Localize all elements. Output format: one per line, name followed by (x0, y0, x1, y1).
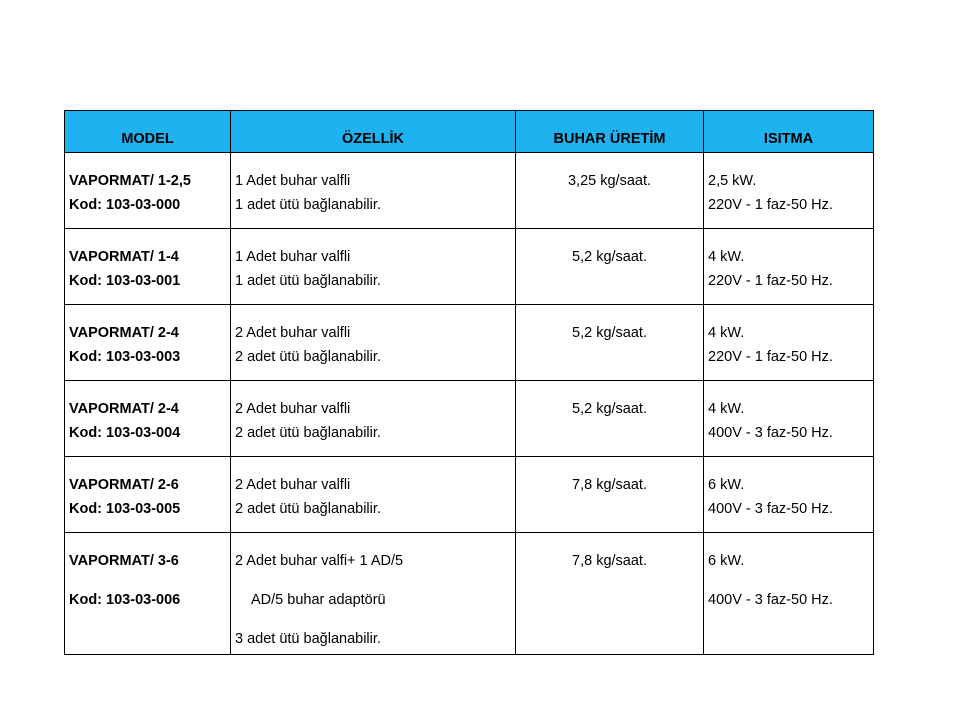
steam-cell (516, 305, 704, 381)
feature-line: 2 Adet buhar valfli (235, 477, 351, 493)
model-name: VAPORMAT/ 1-4 (69, 249, 179, 265)
model-name: VAPORMAT/ 2-4 (69, 325, 179, 341)
feature-cell (231, 457, 516, 533)
product-spec-table (64, 110, 874, 655)
feature-line: 1 adet ütü bağlanabilir. (235, 197, 381, 213)
table-row (65, 229, 874, 305)
feature-cell (231, 153, 516, 229)
voltage-value: 400V - 3 faz-50 Hz. (708, 425, 833, 441)
power-value: 2,5 kW. (708, 173, 757, 189)
steam-cell (516, 533, 704, 655)
voltage-value: 400V - 3 faz-50 Hz. (708, 592, 833, 608)
steam-cell (516, 457, 704, 533)
table-row (65, 381, 874, 457)
steam-value: 5,2 kg/saat. (572, 249, 647, 265)
feature-line: 2 adet ütü bağlanabilir. (235, 349, 381, 365)
voltage-value: 220V - 1 faz-50 Hz. (708, 197, 833, 213)
model-name: VAPORMAT/ 2-4 (69, 401, 179, 417)
model-code: Kod: 103-03-003 (69, 349, 181, 365)
model-cell (65, 305, 231, 381)
power-value: 4 kW. (708, 401, 745, 417)
feature-cell (231, 229, 516, 305)
model-name: VAPORMAT/ 2-6 (69, 477, 179, 493)
model-code: Kod: 103-03-005 (69, 501, 181, 517)
power-value: 4 kW. (708, 249, 745, 265)
feature-line: 2 adet ütü bağlanabilir. (235, 501, 381, 517)
model-cell (65, 153, 231, 229)
header-row (65, 111, 874, 153)
feature-line: 1 Adet buhar valfli (235, 249, 351, 265)
steam-value: 7,8 kg/saat. (572, 553, 647, 569)
feature-cell (231, 533, 516, 655)
power-value: 6 kW. (708, 553, 745, 569)
steam-cell (516, 153, 704, 229)
table-row (65, 533, 874, 655)
feature-line: 2 Adet buhar valfi+ 1 AD/5 (235, 553, 404, 569)
table-body (65, 153, 874, 655)
steam-cell (516, 229, 704, 305)
model-code: Kod: 103-03-001 (69, 273, 181, 289)
feature-cell (231, 305, 516, 381)
voltage-value: 220V - 1 faz-50 Hz. (708, 349, 833, 365)
power-value: 6 kW. (708, 477, 745, 493)
header-model: MODEL (65, 111, 231, 153)
feature-line: 3 adet ütü bağlanabilir. (235, 631, 381, 647)
feature-line: AD/5 buhar adaptörü (251, 592, 386, 608)
voltage-value: 400V - 3 faz-50 Hz. (708, 501, 833, 517)
table-header (65, 111, 874, 153)
feature-cell (231, 381, 516, 457)
steam-value: 7,8 kg/saat. (572, 477, 647, 493)
table-row (65, 153, 874, 229)
table-row (65, 305, 874, 381)
model-code: Kod: 103-03-000 (69, 197, 181, 213)
power-value: 4 kW. (708, 325, 745, 341)
steam-value: 5,2 kg/saat. (572, 325, 647, 341)
model-cell (65, 381, 231, 457)
model-name: VAPORMAT/ 3-6 (69, 553, 179, 569)
feature-line: 1 adet ütü bağlanabilir. (235, 273, 381, 289)
heating-cell (704, 457, 874, 533)
feature-line: 2 adet ütü bağlanabilir. (235, 425, 381, 441)
model-name: VAPORMAT/ 1-2,5 (69, 173, 191, 189)
heating-cell (704, 305, 874, 381)
voltage-value: 220V - 1 faz-50 Hz. (708, 273, 833, 289)
model-code: Kod: 103-03-004 (69, 425, 181, 441)
model-code: Kod: 103-03-006 (69, 592, 181, 608)
feature-line: 2 Adet buhar valfli (235, 325, 351, 341)
model-cell (65, 457, 231, 533)
heating-cell (704, 533, 874, 655)
table-row (65, 457, 874, 533)
heating-cell (704, 381, 874, 457)
heating-cell (704, 153, 874, 229)
feature-line: 1 Adet buhar valfli (235, 173, 351, 189)
steam-value: 3,25 kg/saat. (567, 173, 652, 189)
steam-cell (516, 381, 704, 457)
model-cell (65, 533, 231, 655)
steam-value: 5,2 kg/saat. (572, 401, 647, 417)
heating-cell (704, 229, 874, 305)
feature-line: 2 Adet buhar valfli (235, 401, 351, 417)
header-feature: ÖZELLİK (231, 111, 516, 153)
header-heating: ISITMA (704, 111, 874, 153)
model-cell (65, 229, 231, 305)
header-steam-production: BUHAR ÜRETİM (516, 111, 704, 153)
